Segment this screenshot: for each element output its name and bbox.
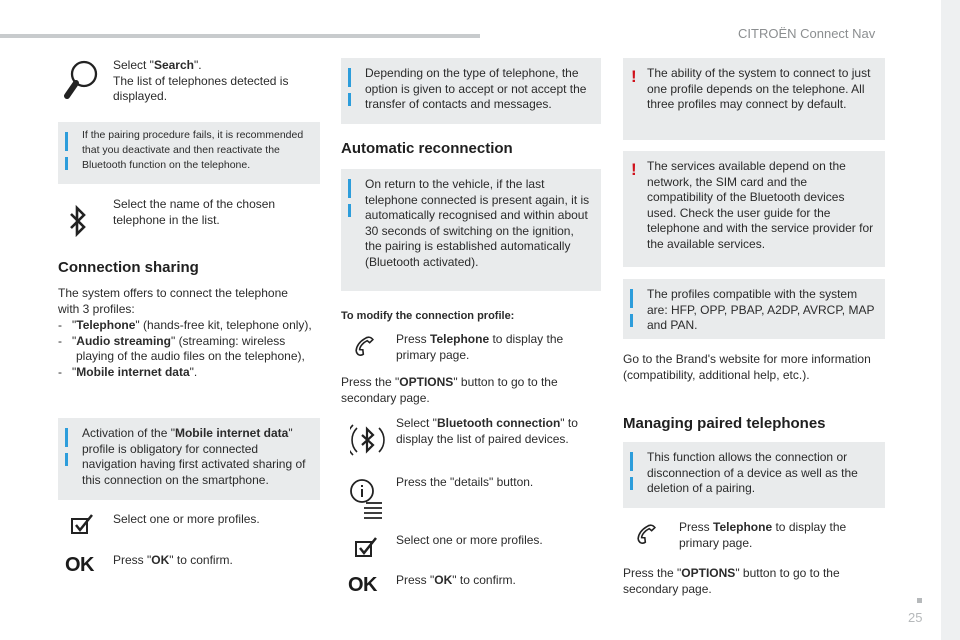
note-pairing-text: If the pairing procedure fails, it is recommended that you deactivate and then reactivate the Bluetooth function on the telephone. xyxy=(82,129,304,171)
step-profiles: Select one or more profiles. xyxy=(113,512,260,526)
note-function-box xyxy=(623,442,885,508)
note-pairing-box xyxy=(58,122,320,184)
info-marker-icon xyxy=(630,289,638,327)
right-edge-bar xyxy=(941,0,960,640)
website-text: Go to the Brand's website for more information (compatibility, additional help, etc.). xyxy=(623,352,871,382)
note-function-text: This function allows the connection or disconnection of a device as well as the deletion of a pairing. xyxy=(647,450,858,495)
note-mobile-box xyxy=(58,418,320,500)
note-mobile-text: Activation of the "Mobile internet data" profile is obligatory for connected navigation having first activated sharing of this connection on the smartphone. xyxy=(82,426,306,487)
step-telephone: Press Telephone to display the primary page. xyxy=(679,520,847,550)
search-icon xyxy=(60,58,100,102)
ok-icon: OK xyxy=(65,554,94,576)
warning-ability-box xyxy=(623,58,885,140)
step-profiles: Select one or more profiles. xyxy=(396,533,543,547)
profile-item: - "Mobile internet data". xyxy=(58,364,198,379)
warning-services-text: The services available depend on the network, the SIM card and the compatibility of the Bluetooth devices used. Check the user guide for the telephone and with the service provider for the available services. xyxy=(647,159,874,251)
checkbox-icon xyxy=(70,513,96,535)
note-type-box xyxy=(341,58,601,124)
info-marker-icon xyxy=(630,452,638,490)
header-rule xyxy=(0,34,480,38)
bluetooth-icon xyxy=(68,204,88,238)
info-marker-icon xyxy=(348,68,356,106)
note-type-text: Depending on the type of telephone, the option is given to accept or not accept the transfer of contacts and messages. xyxy=(365,66,587,111)
note-return-text: On return to the vehicle, if the last telephone connected is present again, it is automatically recognised and within about 30 seconds of switching on the ignition, the pairing is established automatically (Bluetooth activated). xyxy=(365,177,590,269)
heading-managing-paired: Managing paired telephones xyxy=(623,415,826,432)
modify-title: To modify the connection profile: xyxy=(341,310,515,322)
info-marker-icon xyxy=(348,179,356,217)
warning-icon: ! xyxy=(631,67,637,86)
info-marker-icon xyxy=(65,132,73,170)
header-brand: CITROËN Connect Nav xyxy=(738,26,876,41)
page-number: 25 xyxy=(908,610,923,625)
profile-item: - "Telephone" (hands-free kit, telephone only), xyxy=(58,318,312,332)
profile-list xyxy=(58,318,320,380)
ok-icon: OK xyxy=(348,574,377,596)
warning-ability-text: The ability of the system to connect to just one profile depends on the telephone. All three profiles may connect by default. xyxy=(647,66,871,111)
details-list-icon xyxy=(346,477,386,521)
profile-item: - "Audio streaming" (streaming: wireless playing of the audio files on the telephone), xyxy=(58,333,305,363)
step-details: Press the "details" button. xyxy=(396,475,534,489)
note-profiles-box xyxy=(623,279,885,339)
page-marker xyxy=(917,598,922,603)
options-text: Press the "OPTIONS" button to go to the secondary page. xyxy=(341,375,558,405)
checkbox-icon xyxy=(354,536,380,558)
info-marker-icon xyxy=(65,428,73,466)
warning-icon: ! xyxy=(631,160,637,179)
heading-automatic-reconnection: Automatic reconnection xyxy=(341,140,513,157)
note-profiles-text: The profiles compatible with the system are: HFP, OPP, PBAP, A2DP, AVRCP, MAP and PAN. xyxy=(647,287,875,332)
phone-handset-icon xyxy=(636,522,662,548)
step-ok: Press "OK" to confirm. xyxy=(396,573,516,587)
bluetooth-icon xyxy=(350,420,386,460)
note-return-box xyxy=(341,169,601,291)
heading-connection-sharing: Connection sharing xyxy=(58,259,199,276)
step-ok: Press "OK" to confirm. xyxy=(113,553,233,567)
sharing-intro: The system offers to connect the telephone with 3 profiles: xyxy=(58,286,288,316)
step-telephone: Press Telephone to display the primary page. xyxy=(396,332,564,362)
phone-handset-icon xyxy=(354,334,380,360)
step-bluetooth-connection: Select "Bluetooth connection" to display the list of paired devices. xyxy=(396,416,578,446)
warning-services-box xyxy=(623,151,885,267)
options-text: Press the "OPTIONS" button to go to the secondary page. xyxy=(623,566,840,596)
step-select-name: Select the name of the chosen telephone in the list. xyxy=(113,197,276,227)
step-search: Select "Search". The list of telephones detected is displayed. xyxy=(113,58,289,103)
